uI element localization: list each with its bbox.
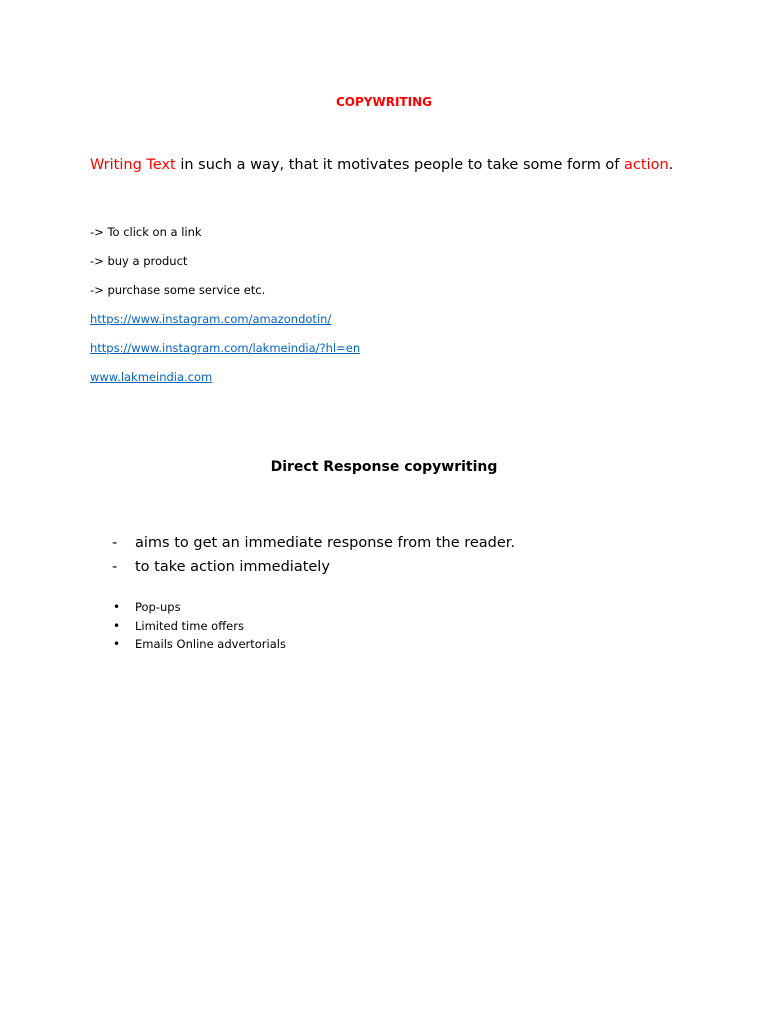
dash-list-item [112, 532, 515, 556]
intro-highlight-writing-text: Writing Text [90, 157, 176, 173]
dash-list-item [112, 556, 515, 580]
bullet-list-item [112, 598, 286, 617]
bullet-icon: • [113, 600, 121, 614]
dash-marker: - [112, 535, 118, 551]
bullet-item-text: Limited time offers [135, 618, 244, 633]
intro-paragraph [90, 155, 673, 175]
link-paragraph-lakme-site [90, 369, 212, 385]
link-lakme-website[interactable]: www.lakmeindia.com [90, 370, 213, 384]
bullet-list-item [112, 617, 286, 636]
dash-list [112, 532, 515, 579]
bullet-item-text: Emails Online advertorials [135, 637, 286, 652]
goal-item-purchase-service: -> purchase some service etc. [90, 283, 266, 297]
bullet-item-text: Pop-ups [135, 600, 181, 614]
goal-item-buy-product: -> buy a product [90, 254, 188, 268]
intro-highlight-action: action [624, 157, 669, 173]
bullet-icon: • [113, 637, 121, 652]
section-heading: Direct Response copywriting [270, 459, 498, 475]
dash-item-text: to take action immediately [135, 558, 330, 575]
link-paragraph-amazon [90, 311, 331, 327]
link-paragraph-lakme-instagram [90, 340, 360, 356]
bullet-icon: • [113, 618, 121, 633]
dash-item-text: aims to get an immediate response from the reader. [135, 535, 516, 551]
document-title: COPYWRITING [336, 95, 432, 109]
bullet-list [112, 598, 286, 654]
link-instagram-amazon[interactable]: https://www.instagram.com/amazondotin/ [90, 312, 332, 326]
dash-marker: - [112, 558, 118, 575]
goal-item-click-link: -> To click on a link [90, 225, 202, 239]
intro-period: . [668, 157, 674, 173]
intro-text: in such a way, that it motivates people to take some form of [175, 157, 625, 173]
link-instagram-lakme[interactable]: https://www.instagram.com/lakmeindia/?hl=en [90, 341, 361, 355]
bullet-list-item [112, 635, 286, 654]
